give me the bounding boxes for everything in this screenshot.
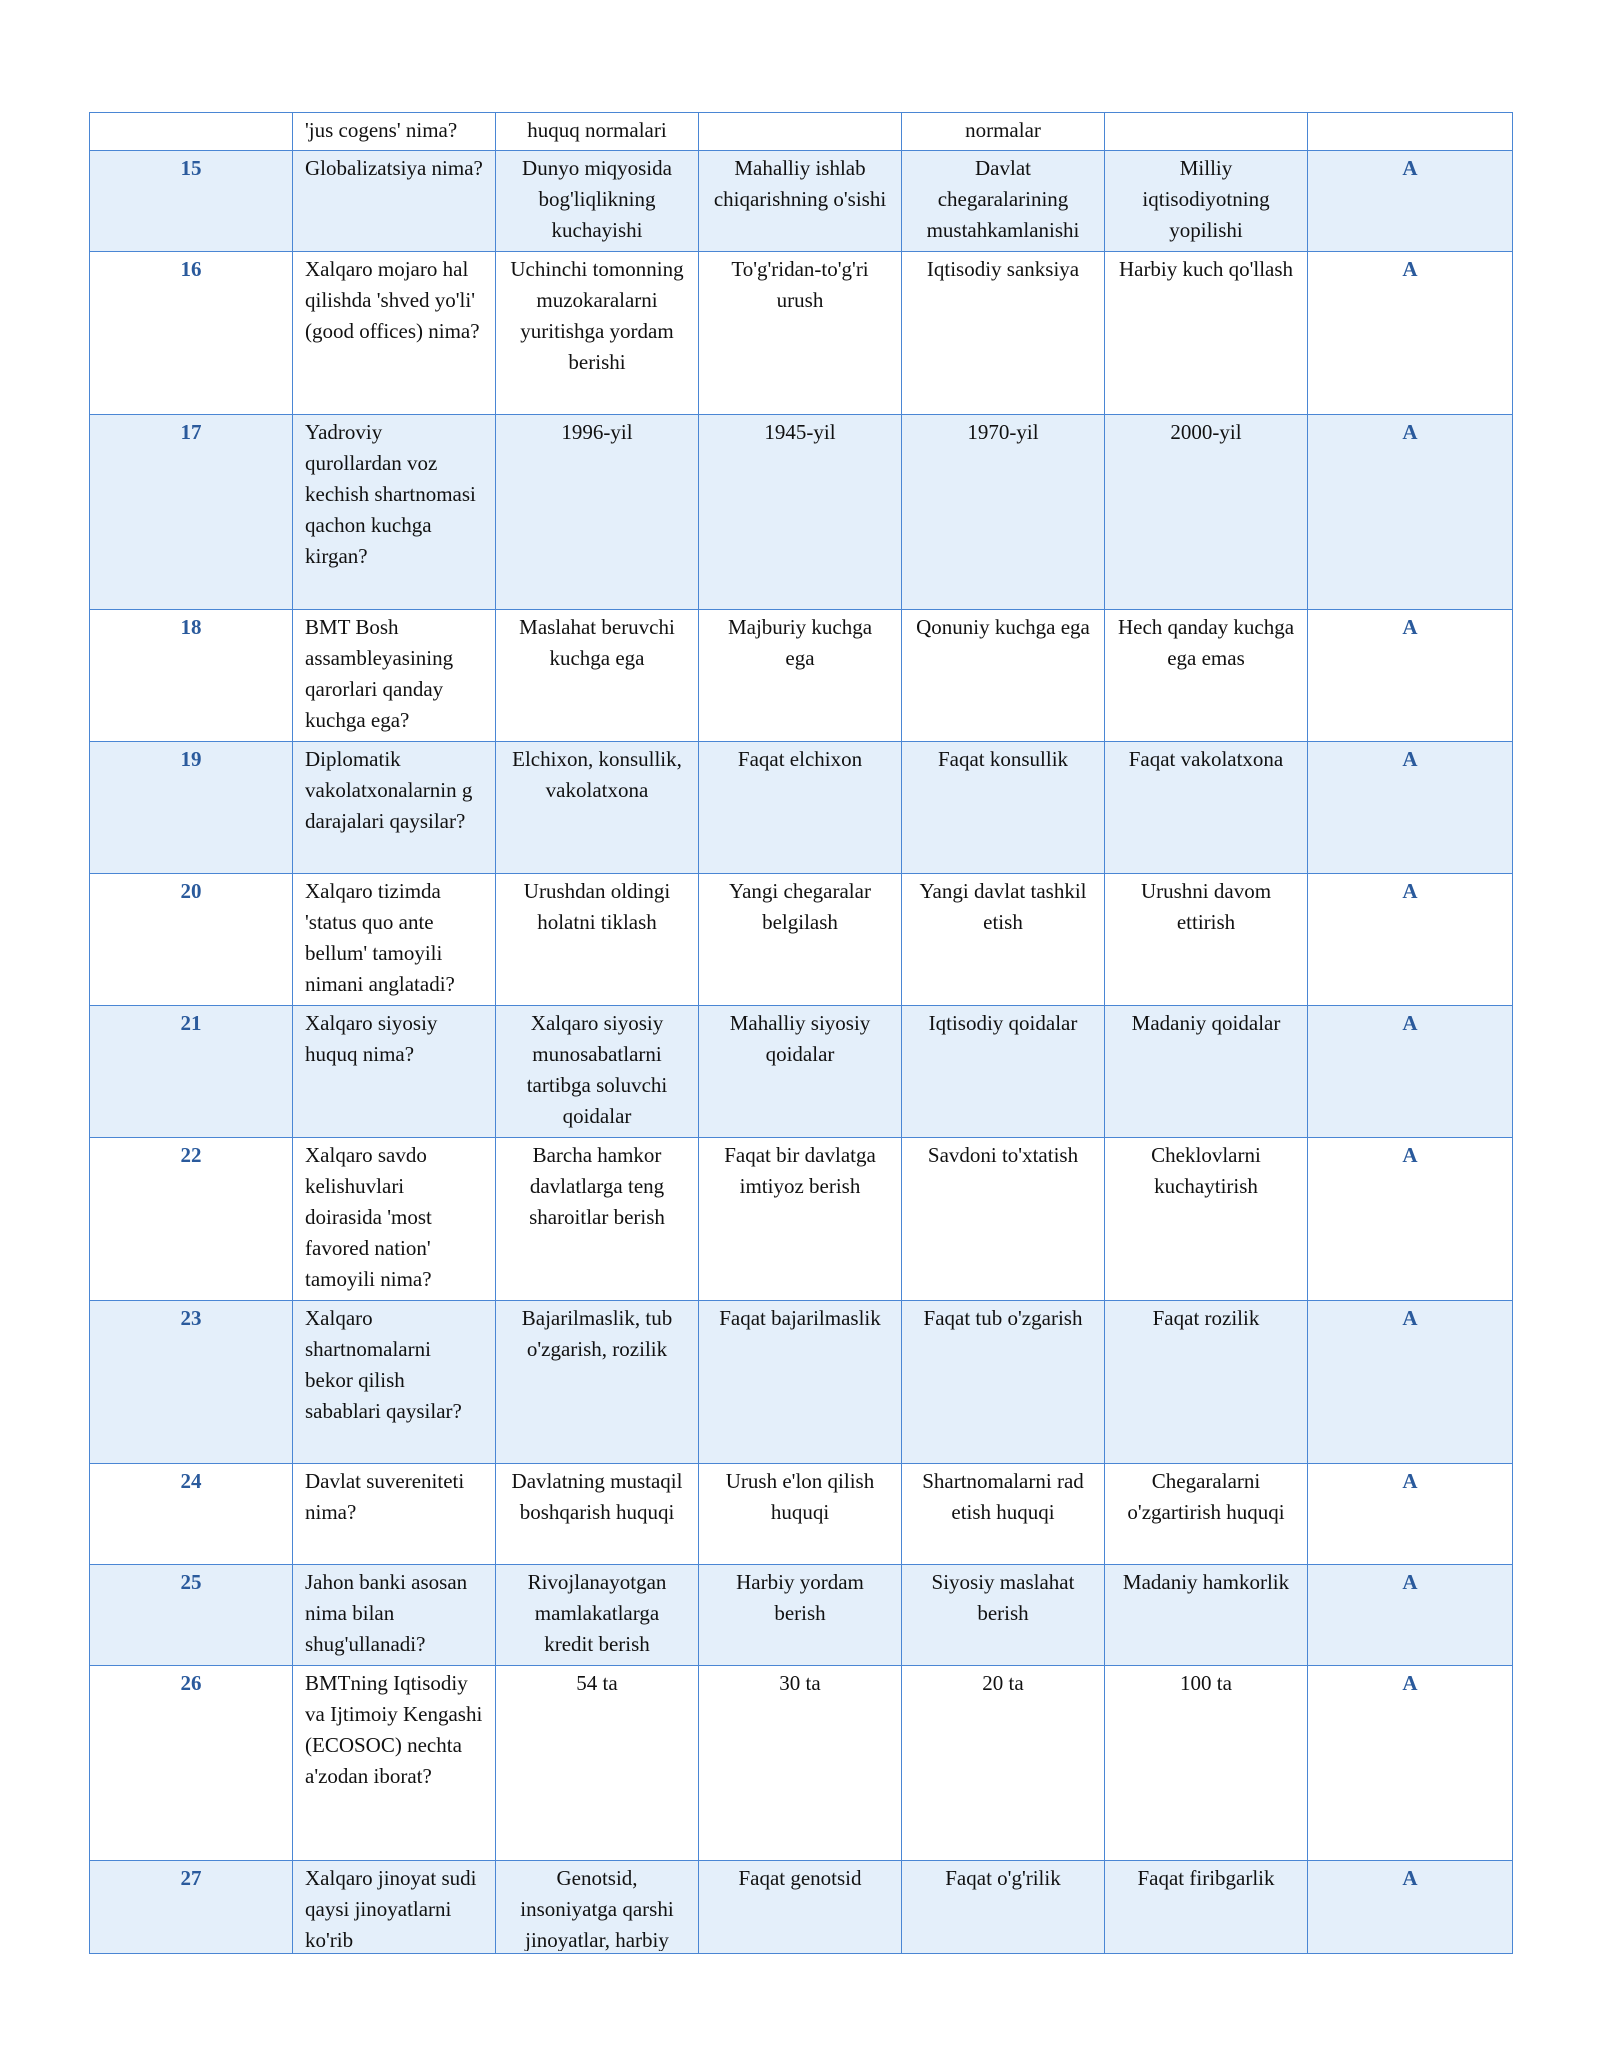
option-b: [699, 113, 902, 151]
option-c: Yangi davlat tashkil etish: [902, 874, 1105, 1006]
question-number: 22: [90, 1138, 293, 1301]
option-b: Yangi chegaralar belgilash: [699, 874, 902, 1006]
correct-answer: A: [1308, 1565, 1513, 1666]
option-b: 30 ta: [699, 1666, 902, 1861]
question-text: Jahon banki asosan nima bilan shug'ullanadi?: [293, 1565, 496, 1666]
table-row: [90, 1138, 1513, 1301]
correct-answer: [1308, 113, 1513, 151]
quiz-page: [89, 112, 1512, 1954]
question-number: 23: [90, 1301, 293, 1464]
option-b: Majburiy kuchga ega: [699, 610, 902, 742]
option-b: Mahalliy siyosiy qoidalar: [699, 1006, 902, 1138]
question-text: Xalqaro tizimda 'status quo ante bellum' tamoyili nimani anglatadi?: [293, 874, 496, 1006]
option-b: Faqat genotsid: [699, 1861, 902, 1954]
option-a: 1996-yil: [496, 415, 699, 610]
question-number: 26: [90, 1666, 293, 1861]
option-c: Iqtisodiy qoidalar: [902, 1006, 1105, 1138]
option-d: Faqat vakolatxona: [1105, 742, 1308, 874]
option-d: Madaniy qoidalar: [1105, 1006, 1308, 1138]
table-row: [90, 151, 1513, 252]
option-d: Chegaralarni o'zgartirish huquqi: [1105, 1464, 1308, 1565]
question-number: 17: [90, 415, 293, 610]
correct-answer: A: [1308, 1666, 1513, 1861]
option-a: Rivojlanayotgan mamlakatlarga kredit berish: [496, 1565, 699, 1666]
question-number: 15: [90, 151, 293, 252]
table-row: [90, 1301, 1513, 1464]
option-d: Faqat firibgarlik: [1105, 1861, 1308, 1954]
option-c: Shartnomalarni rad etish huquqi: [902, 1464, 1105, 1565]
correct-answer: A: [1308, 742, 1513, 874]
table-row: [90, 415, 1513, 610]
option-c: 20 ta: [902, 1666, 1105, 1861]
option-d: [1105, 113, 1308, 151]
question-text: Xalqaro shartnomalarni bekor qilish sabablari qaysilar?: [293, 1301, 496, 1464]
option-b: To'g'ridan-to'g'ri urush: [699, 252, 902, 415]
table-row: [90, 1861, 1513, 1954]
option-c: Iqtisodiy sanksiya: [902, 252, 1105, 415]
option-a: huquq normalari: [496, 113, 699, 151]
option-a: Xalqaro siyosiy munosabatlarni tartibga soluvchi qoidalar: [496, 1006, 699, 1138]
table-row: [90, 1464, 1513, 1565]
question-text: Davlat suvereniteti nima?: [293, 1464, 496, 1565]
question-number: 24: [90, 1464, 293, 1565]
option-c: Siyosiy maslahat berish: [902, 1565, 1105, 1666]
question-number: 21: [90, 1006, 293, 1138]
option-d: Harbiy kuch qo'llash: [1105, 252, 1308, 415]
question-number: 18: [90, 610, 293, 742]
question-text: Globalizatsiya nima?: [293, 151, 496, 252]
question-text: Xalqaro siyosiy huquq nima?: [293, 1006, 496, 1138]
question-number: 20: [90, 874, 293, 1006]
option-d: Cheklovlarni kuchaytirish: [1105, 1138, 1308, 1301]
option-d: Urushni davom ettirish: [1105, 874, 1308, 1006]
correct-answer: A: [1308, 415, 1513, 610]
table-row: [90, 742, 1513, 874]
correct-answer: A: [1308, 874, 1513, 1006]
option-a: Davlatning mustaqil boshqarish huquqi: [496, 1464, 699, 1565]
correct-answer: A: [1308, 252, 1513, 415]
option-c: Faqat tub o'zgarish: [902, 1301, 1105, 1464]
correct-answer: A: [1308, 1861, 1513, 1954]
option-b: 1945-yil: [699, 415, 902, 610]
quiz-table-body: [90, 113, 1513, 1954]
question-text: BMTning Iqtisodiy va Ijtimoiy Kengashi (ECOSOC) nechta a'zodan iborat?: [293, 1666, 496, 1861]
question-text: Xalqaro savdo kelishuvlari doirasida 'most favored nation' tamoyili nima?: [293, 1138, 496, 1301]
correct-answer: A: [1308, 1006, 1513, 1138]
question-number: [90, 113, 293, 151]
option-d: Hech qanday kuchga ega emas: [1105, 610, 1308, 742]
option-c: Faqat o'g'rilik: [902, 1861, 1105, 1954]
option-a: Urushdan oldingi holatni tiklash: [496, 874, 699, 1006]
option-d: Faqat rozilik: [1105, 1301, 1308, 1464]
option-a: 54 ta: [496, 1666, 699, 1861]
option-b: Urush e'lon qilish huquqi: [699, 1464, 902, 1565]
option-c: Savdoni to'xtatish: [902, 1138, 1105, 1301]
question-text: 'jus cogens' nima?: [293, 113, 496, 151]
question-text: Xalqaro jinoyat sudi qaysi jinoyatlarni ko'rib: [293, 1861, 496, 1954]
table-row: [90, 1565, 1513, 1666]
question-number: 27: [90, 1861, 293, 1954]
table-row: [90, 252, 1513, 415]
option-b: Mahalliy ishlab chiqarishning o'sishi: [699, 151, 902, 252]
option-b: Faqat bajarilmaslik: [699, 1301, 902, 1464]
option-a: Dunyo miqyosida bog'liqlikning kuchayishi: [496, 151, 699, 252]
option-d: Milliy iqtisodiyotning yopilishi: [1105, 151, 1308, 252]
option-d: 100 ta: [1105, 1666, 1308, 1861]
table-row: [90, 874, 1513, 1006]
table-row: [90, 610, 1513, 742]
question-number: 19: [90, 742, 293, 874]
table-row: [90, 113, 1513, 151]
correct-answer: A: [1308, 1138, 1513, 1301]
correct-answer: A: [1308, 151, 1513, 252]
option-b: Faqat bir davlatga imtiyoz berish: [699, 1138, 902, 1301]
question-text: Diplomatik vakolatxonalarnin g darajalari qaysilar?: [293, 742, 496, 874]
correct-answer: A: [1308, 610, 1513, 742]
option-a: Genotsid, insoniyatga qarshi jinoyatlar, harbiy: [496, 1861, 699, 1954]
option-b: Faqat elchixon: [699, 742, 902, 874]
correct-answer: A: [1308, 1301, 1513, 1464]
question-number: 16: [90, 252, 293, 415]
option-c: 1970-yil: [902, 415, 1105, 610]
option-c: Davlat chegaralarining mustahkamlanishi: [902, 151, 1105, 252]
quiz-table: [89, 112, 1513, 1954]
option-b: Harbiy yordam berish: [699, 1565, 902, 1666]
option-c: Faqat konsullik: [902, 742, 1105, 874]
question-text: BMT Bosh assambleyasining qarorlari qanday kuchga ega?: [293, 610, 496, 742]
option-d: Madaniy hamkorlik: [1105, 1565, 1308, 1666]
question-text: Yadroviy qurollardan voz kechish shartnomasi qachon kuchga kirgan?: [293, 415, 496, 610]
option-a: Barcha hamkor davlatlarga teng sharoitlar berish: [496, 1138, 699, 1301]
table-row: [90, 1006, 1513, 1138]
option-d: 2000-yil: [1105, 415, 1308, 610]
option-a: Maslahat beruvchi kuchga ega: [496, 610, 699, 742]
question-text: Xalqaro mojaro hal qilishda 'shved yo'li' (good offices) nima?: [293, 252, 496, 415]
option-a: Elchixon, konsullik, vakolatxona: [496, 742, 699, 874]
correct-answer: A: [1308, 1464, 1513, 1565]
option-c: normalar: [902, 113, 1105, 151]
option-a: Uchinchi tomonning muzokaralarni yuritishga yordam berishi: [496, 252, 699, 415]
table-row: [90, 1666, 1513, 1861]
question-number: 25: [90, 1565, 293, 1666]
option-a: Bajarilmaslik, tub o'zgarish, rozilik: [496, 1301, 699, 1464]
option-c: Qonuniy kuchga ega: [902, 610, 1105, 742]
